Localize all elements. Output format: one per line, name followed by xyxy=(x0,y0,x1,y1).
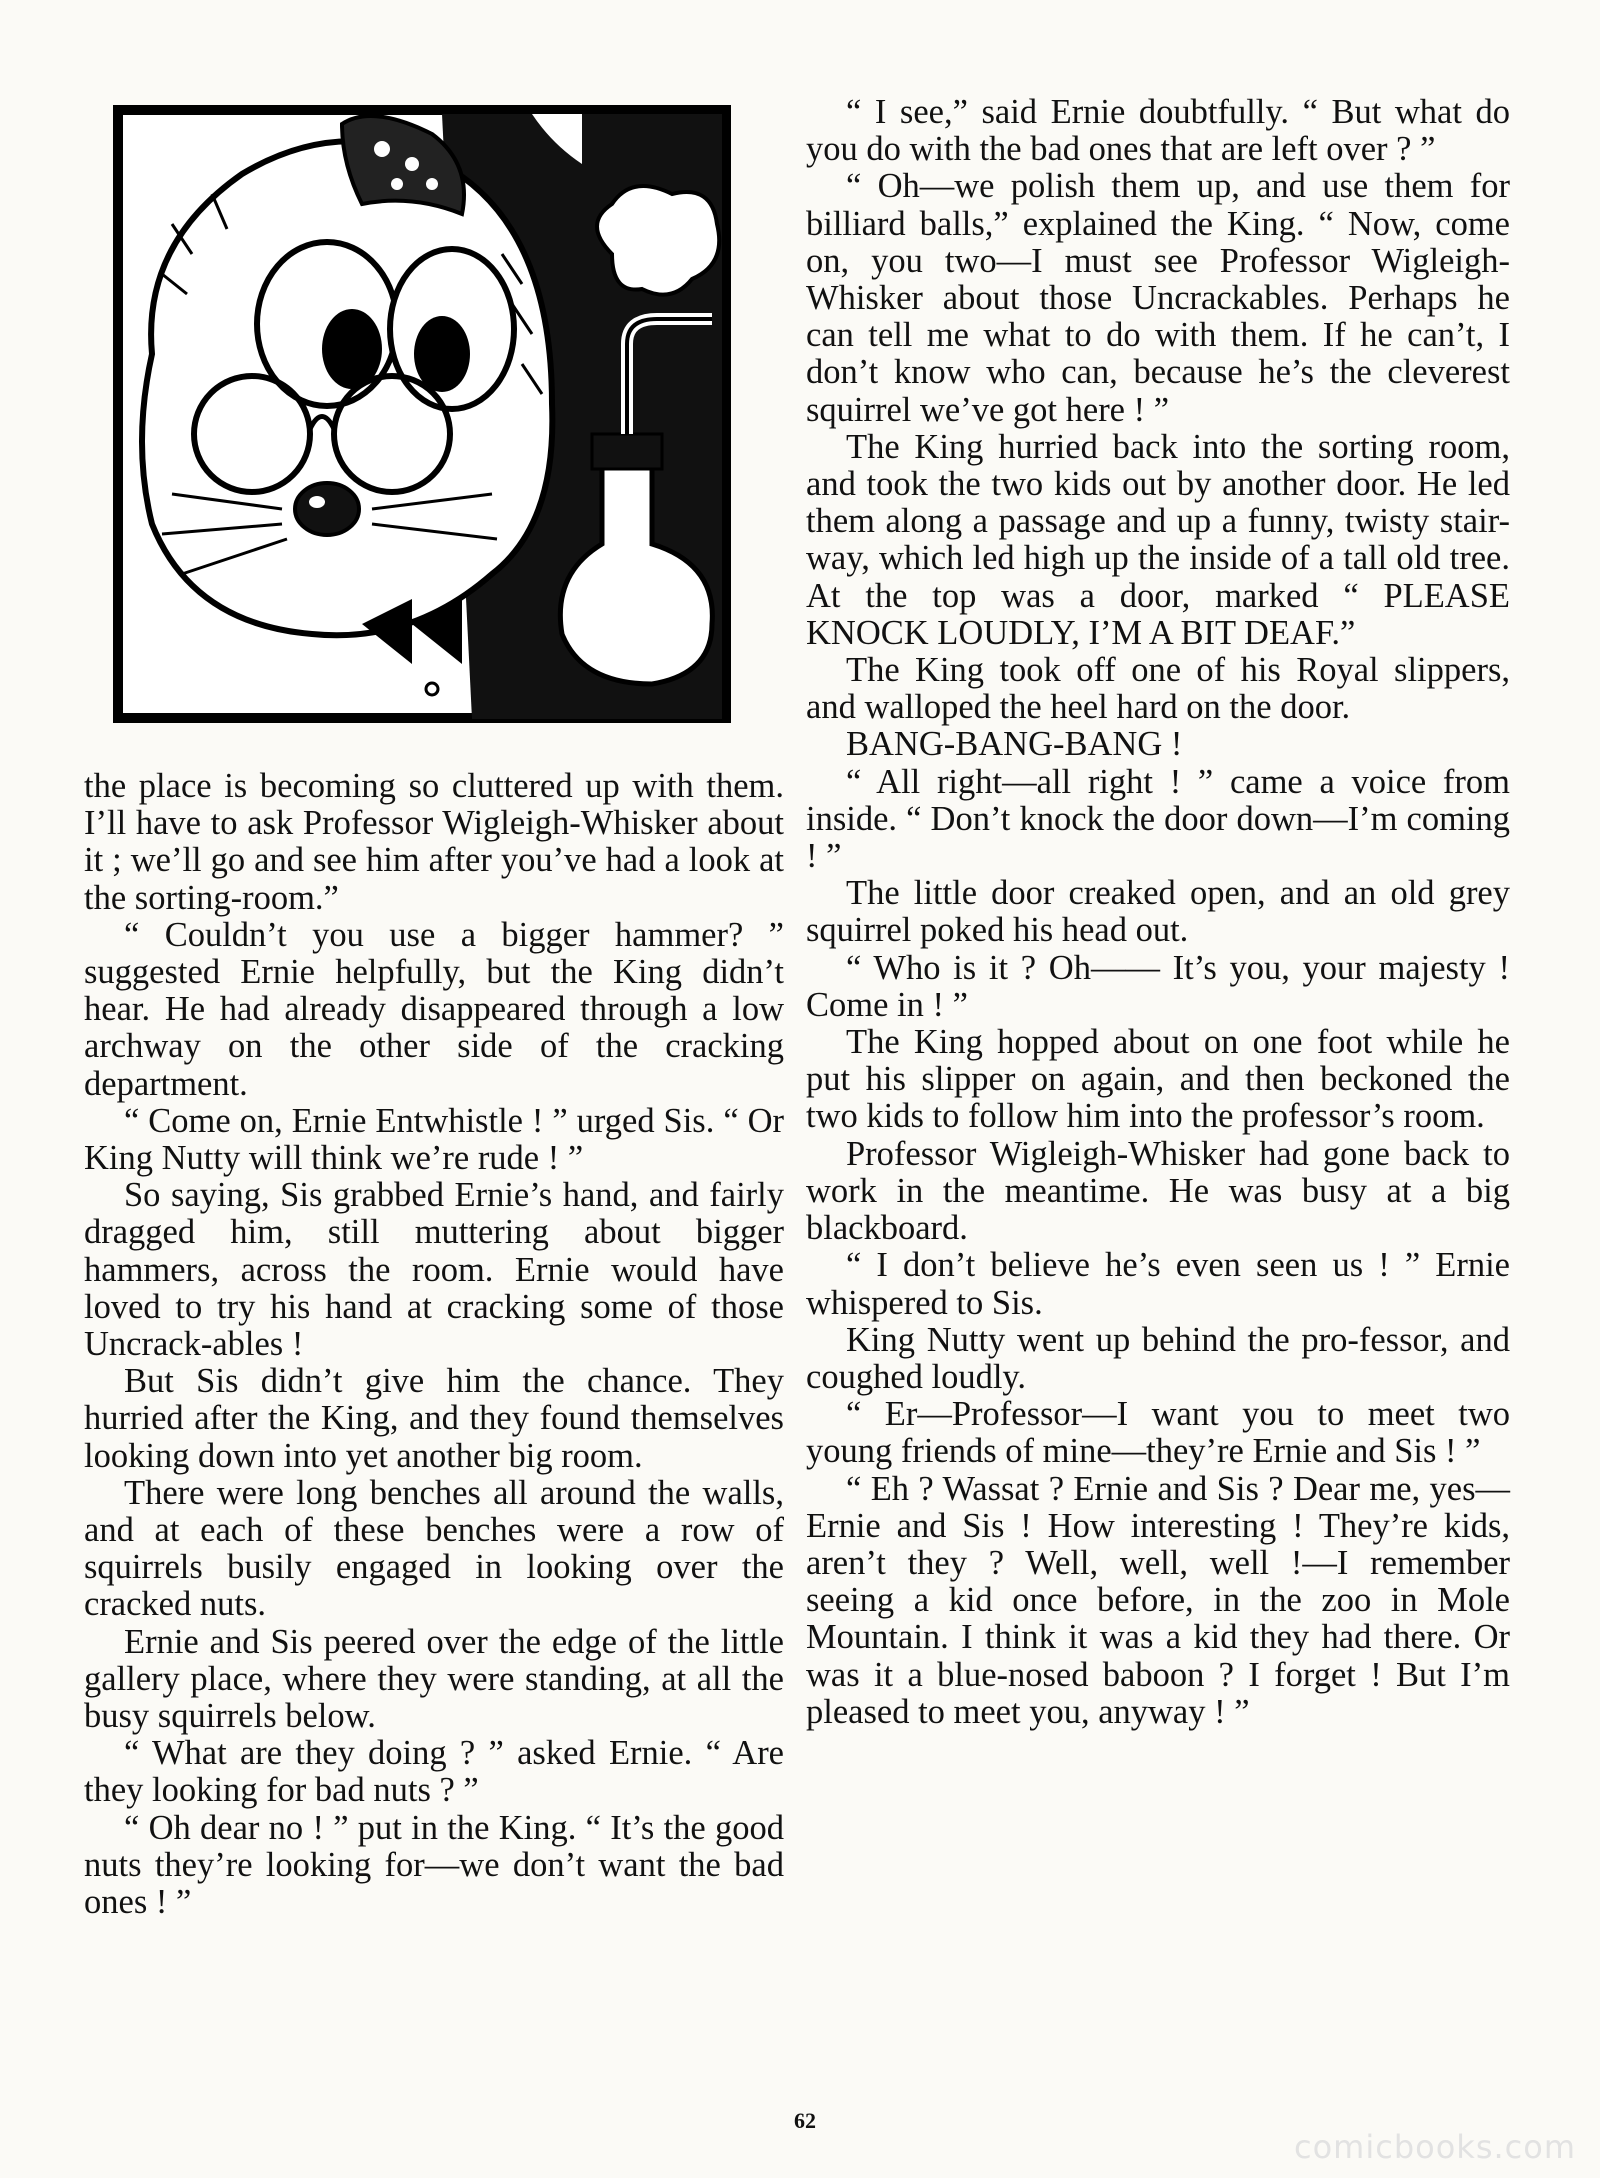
paragraph: BANG-BANG-BANG ! xyxy=(846,725,1183,764)
paragraph: But Sis didn’t give him the chance. They hurried after the King, and they found themselves looking down into yet another big room. xyxy=(84,1362,784,1475)
paragraph: “ Eh ? Wassat ? Ernie and Sis ? Dear me, yes—Ernie and Sis ! How interesting ! They’re kids, aren’t they ? Well, well, well !—I remember seeing a kid once before, in the zoo in Mole Mountain. I think it was a kid they had there. Or was it a blue-nosed baboon ? I forget ! But I’m pleased to meet you, anyway ! ” xyxy=(806,1469,1510,1731)
paragraph: “ I see,” said Ernie doubtfully. “ But what do you do with the bad ones that are left over ? ” xyxy=(806,93,1510,169)
page-number: 62 xyxy=(794,2108,816,2133)
paragraph: The King hurried back into the sorting room, and took the two kids out by another door. He led them along a passage and up a funny, twisty stair-way, which led high up the inside of a tall old tree. At the top was a door, marked “ PLEASE KNOCK LOUDLY, I’M A BIT DEAF.” xyxy=(806,427,1510,652)
right-text-column xyxy=(806,94,1510,1731)
paragraph: So saying, Sis grabbed Ernie’s hand, and fairly dragged him, still muttering about bigger hammers, across the room. Ernie would have loved to try his hand at cracking some of those Uncrack-ables ! xyxy=(84,1176,784,1364)
paragraph: King Nutty went up behind the pro-fessor, and coughed loudly. xyxy=(806,1320,1510,1396)
professor-illustration xyxy=(112,104,732,724)
paragraph: “ Oh dear no ! ” put in the King. “ It’s the good nuts they’re looking for—we don’t want the bad ones ! ” xyxy=(84,1808,784,1922)
paragraph: Ernie and Sis peered over the edge of the little gallery place, where they were standing, at all the busy squirrels below. xyxy=(84,1622,784,1736)
paragraph: The King hopped about on one foot while he put his slipper on again, and then beckoned the two kids to follow him into the professor’s room. xyxy=(806,1023,1510,1136)
paragraph: “ Oh—we polish them up, and use them for billiard balls,” explained the King. “ Now, come on, you two—I must see Professor Wigleigh-Whisker about those Uncrackables. Perhaps he can tell me what to do with them. If he can’t, I don’t know who can, because he’s the cleverest squirrel we’ve got here ! ” xyxy=(806,167,1510,429)
paragraph: Professor Wigleigh-Whisker had gone back to work in the meantime. He was busy at a big blackboard. xyxy=(806,1134,1510,1248)
paragraph: There were long benches all around the walls, and at each of these benches were a row of squirrels busily engaged in looking over the cracked nuts. xyxy=(84,1473,784,1624)
left-text-column xyxy=(84,768,784,1921)
paragraph: “ What are they doing ? ” asked Ernie. “ Are they looking for bad nuts ? ” xyxy=(84,1734,784,1810)
professor-squirrel-illustration-icon xyxy=(112,104,732,724)
paragraph: “ Come on, Ernie Entwhistle ! ” urged Sis. “ Or King Nutty will think we’re rude ! ” xyxy=(84,1101,784,1178)
paragraph: “ Who is it ? Oh—— It’s you, your majesty ! Come in ! ” xyxy=(806,948,1510,1024)
watermark: comicbooks.com xyxy=(1293,2128,1576,2166)
paragraph: the place is becoming so cluttered up with them. I’ll have to ask Professor Wigleigh-Whisker about it ; we’ll go and see him after you’ve had a look at the sorting-room.” xyxy=(84,767,784,917)
paragraph: The little door creaked open, and an old grey squirrel poked his head out. xyxy=(806,874,1510,950)
paragraph: The King took off one of his Royal slippers, and walloped the heel hard on the door. xyxy=(806,651,1510,727)
paragraph: “ All right—all right ! ” came a voice from inside. “ Don’t knock the door down—I’m coming ! ” xyxy=(806,762,1510,876)
paragraph: “ Er—Professor—I want you to meet two young friends of mine—they’re Ernie and Sis ! ” xyxy=(806,1395,1510,1471)
paragraph: “ Couldn’t you use a bigger hammer? ” suggested Ernie helpfully, but the King didn’t hear. He had already disappeared through a low archway on the other side of the cracking department. xyxy=(84,915,784,1103)
paragraph: “ I don’t believe he’s even seen us ! ” Ernie whispered to Sis. xyxy=(806,1246,1510,1322)
